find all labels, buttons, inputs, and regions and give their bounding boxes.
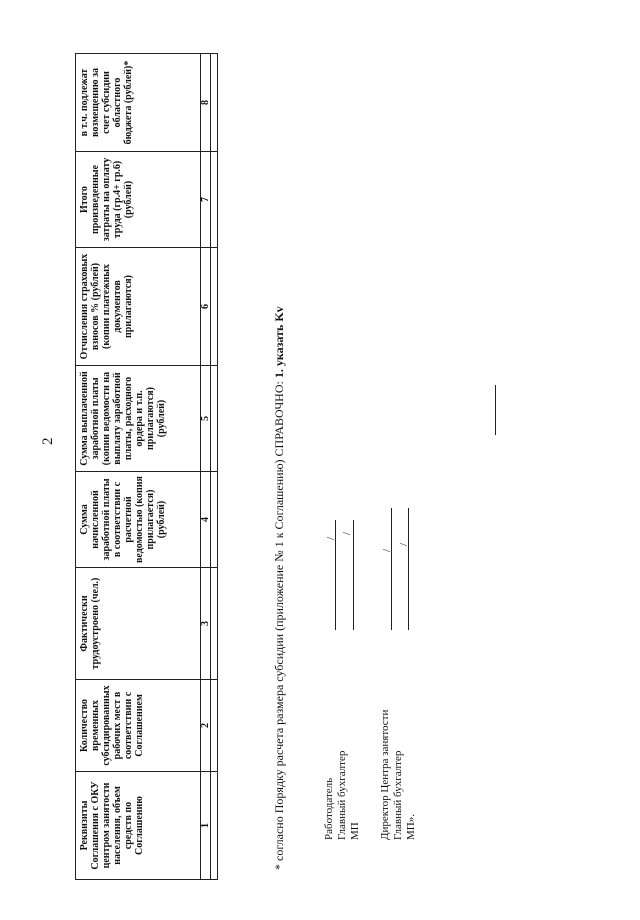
report-table (75, 53, 218, 880)
table-cell (211, 54, 218, 152)
table-cell (211, 568, 218, 680)
signature-line (353, 520, 354, 630)
column-number: 7 (201, 152, 211, 248)
table-cell (211, 248, 218, 366)
column-number: 3 (201, 568, 211, 680)
stamp-label: МП (349, 822, 361, 840)
employer-signature-block (323, 751, 362, 840)
table-cell (211, 680, 218, 772)
footnote-text: * согласно Порядку расчета размера субсидии (приложение № 1 к Соглашению) СПРАВОЧНО: (272, 378, 286, 870)
column-number: 8 (201, 54, 211, 152)
column-number-row (201, 54, 211, 880)
header-cell: Сумма начисленной заработной платы в соответствии с расчетной ведомостью (копия прилагается) (рублей) (76, 472, 201, 568)
slash-mark: / (341, 531, 353, 535)
slash-mark: / (398, 542, 410, 546)
column-number: 2 (201, 680, 211, 772)
table-cell (211, 366, 218, 472)
header-cell: Количество временных субсидированных рабочих мест в соответствии с Соглашением (76, 680, 201, 772)
center-director-label: Директор Центра занятости (379, 709, 391, 840)
signature-line (391, 508, 392, 630)
rotated-page-content (75, 40, 640, 880)
table-header-row (76, 54, 201, 880)
chief-accountant-label: Главный бухгалтер (336, 750, 348, 840)
table-cell (211, 472, 218, 568)
header-cell: Сумма выплаченной заработной платы (копии ведомости на выплату заработной платы, расходного ордера и т.п. прилагаются) (рублей) (76, 366, 201, 472)
column-number: 6 (201, 248, 211, 366)
table-cell (211, 152, 218, 248)
header-cell: Отчисления страховых взносов % (рублей) (копии платежных документов прилагаются) (76, 248, 201, 366)
footnote (272, 306, 287, 870)
header-cell: Фактически трудоустроено (чел.) (76, 568, 201, 680)
center-signature-block (379, 710, 418, 840)
column-number: 4 (201, 472, 211, 568)
slash-mark: / (381, 548, 393, 552)
employer-label: Работодатель (323, 777, 335, 840)
header-cell: Реквизиты Соглашения с ОКУ центром занятости населения, объем средств по Соглашению (76, 772, 201, 880)
decorative-line (495, 385, 496, 435)
center-stamp-label: МП». (405, 814, 417, 840)
signature-line (408, 508, 409, 630)
slash-mark: / (325, 536, 337, 540)
header-cell: в т.ч. подлежат возмещению за счет субсидии областного бюджета (рублей)* (76, 54, 201, 152)
center-accountant-label: Главный бухгалтер (392, 750, 404, 840)
footnote-bold: 1. указать Kv (272, 306, 286, 379)
header-cell: Итого произведенные затраты на оплату труда (гр.4+ гр.6) (рублей) (76, 152, 201, 248)
page-number: 2 (40, 437, 56, 445)
table-empty-row (211, 54, 218, 880)
table-cell (211, 772, 218, 880)
column-number: 1 (201, 772, 211, 880)
column-number: 5 (201, 366, 211, 472)
